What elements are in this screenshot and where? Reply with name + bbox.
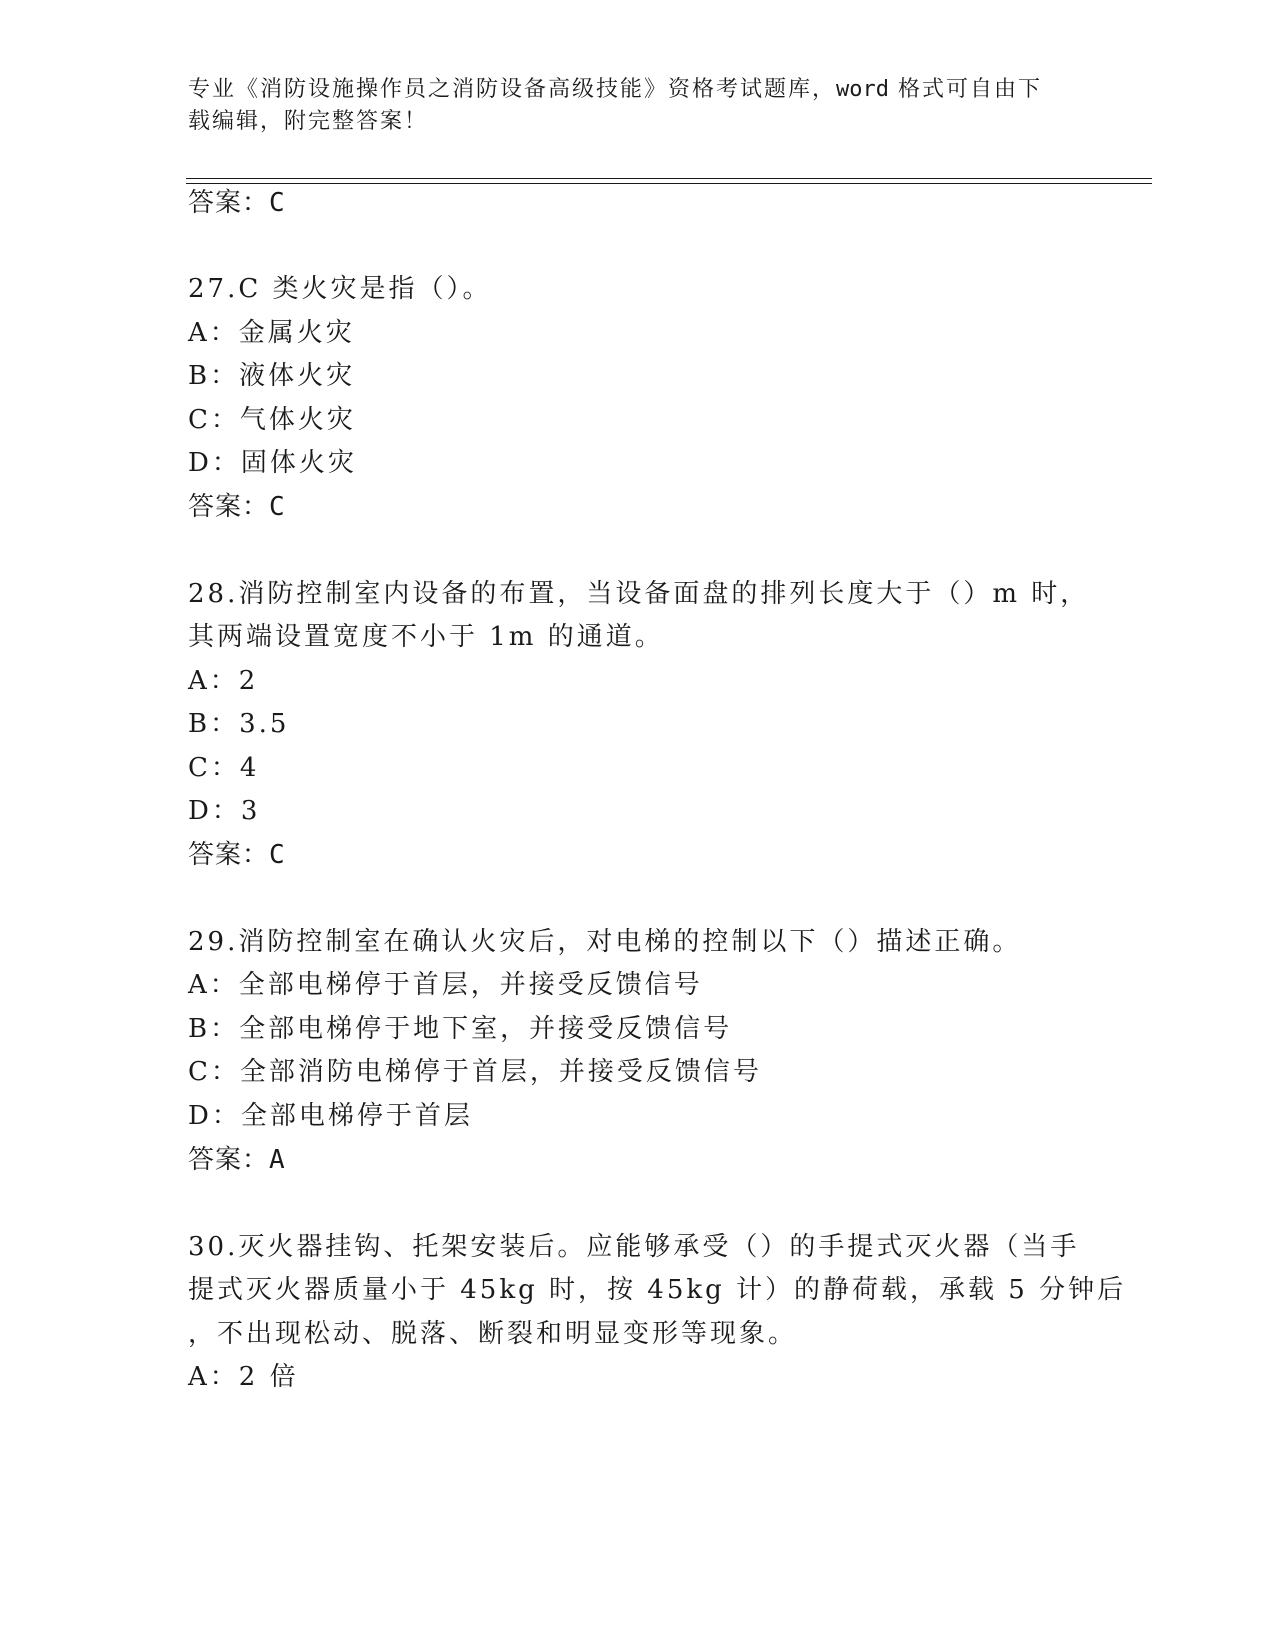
- option-b: B：3.5: [188, 709, 290, 739]
- option-a: A：金属火灾: [188, 318, 355, 348]
- option-a: A：2: [188, 666, 259, 696]
- answer-line: [188, 838, 286, 872]
- option-a: A：2 倍: [188, 1362, 299, 1392]
- option-b: B：全部电梯停于地下室，并接受反馈信号: [188, 1014, 733, 1044]
- header-line-1-suffix: 格式可自由下: [889, 77, 1042, 102]
- header-divider-top: [186, 178, 1152, 179]
- header-line-2: 载编辑，附完整答案！: [188, 109, 429, 134]
- document-header: [188, 74, 1068, 138]
- answer-value: C: [269, 188, 286, 218]
- option-c: C：4: [188, 753, 260, 783]
- answer-label: 答案：: [188, 492, 270, 522]
- header-line-1-word: word: [836, 77, 889, 102]
- question-stem: 29.消防控制室在确认火灾后，对电梯的控制以下（）描述正确。: [188, 927, 1022, 957]
- header-line-1: [188, 74, 1068, 106]
- option-c: C：气体火灾: [188, 405, 356, 435]
- question-stem: 30.灭火器挂钩、托架安装后。应能够承受（）的手提式灭火器（当手: [188, 1232, 1080, 1262]
- header-line-1-prefix: 专业《消防设施操作员之消防设备高级技能》资格考试题库，: [188, 77, 837, 102]
- answer-line: [188, 490, 286, 524]
- answer-value: C: [269, 492, 286, 522]
- answer-line: [188, 1143, 286, 1177]
- answer-label: 答案：: [188, 1145, 270, 1175]
- option-d: D：全部电梯停于首层: [188, 1101, 473, 1131]
- option-c: C：全部消防电梯停于首层，并接受反馈信号: [188, 1057, 762, 1087]
- option-d: D：3: [188, 796, 261, 826]
- answer-line: [188, 186, 286, 220]
- answer-value: C: [269, 840, 286, 870]
- question-stem: 28.消防控制室内设备的布置，当设备面盘的排列长度大于（）m 时，: [188, 579, 1090, 609]
- question-stem: 27.C 类火灾是指（）。: [188, 274, 492, 304]
- question-stem-continued: 提式灭火器质量小于 45kg 时，按 45kg 计）的静荷载，承载 5 分钟后: [188, 1275, 1127, 1305]
- option-b: B：液体火灾: [188, 361, 356, 391]
- answer-label: 答案：: [188, 840, 270, 870]
- option-a: A：全部电梯停于首层，并接受反馈信号: [188, 970, 703, 1000]
- question-stem-continued: ，不出现松动、脱落、断裂和明显变形等现象。: [188, 1319, 798, 1349]
- question-stem-continued: 其两端设置宽度不小于 1m 的通道。: [188, 622, 664, 652]
- header-divider-bottom: [186, 183, 1152, 184]
- option-d: D：固体火灾: [188, 448, 357, 478]
- answer-value: A: [269, 1145, 286, 1175]
- answer-label: 答案：: [188, 188, 270, 218]
